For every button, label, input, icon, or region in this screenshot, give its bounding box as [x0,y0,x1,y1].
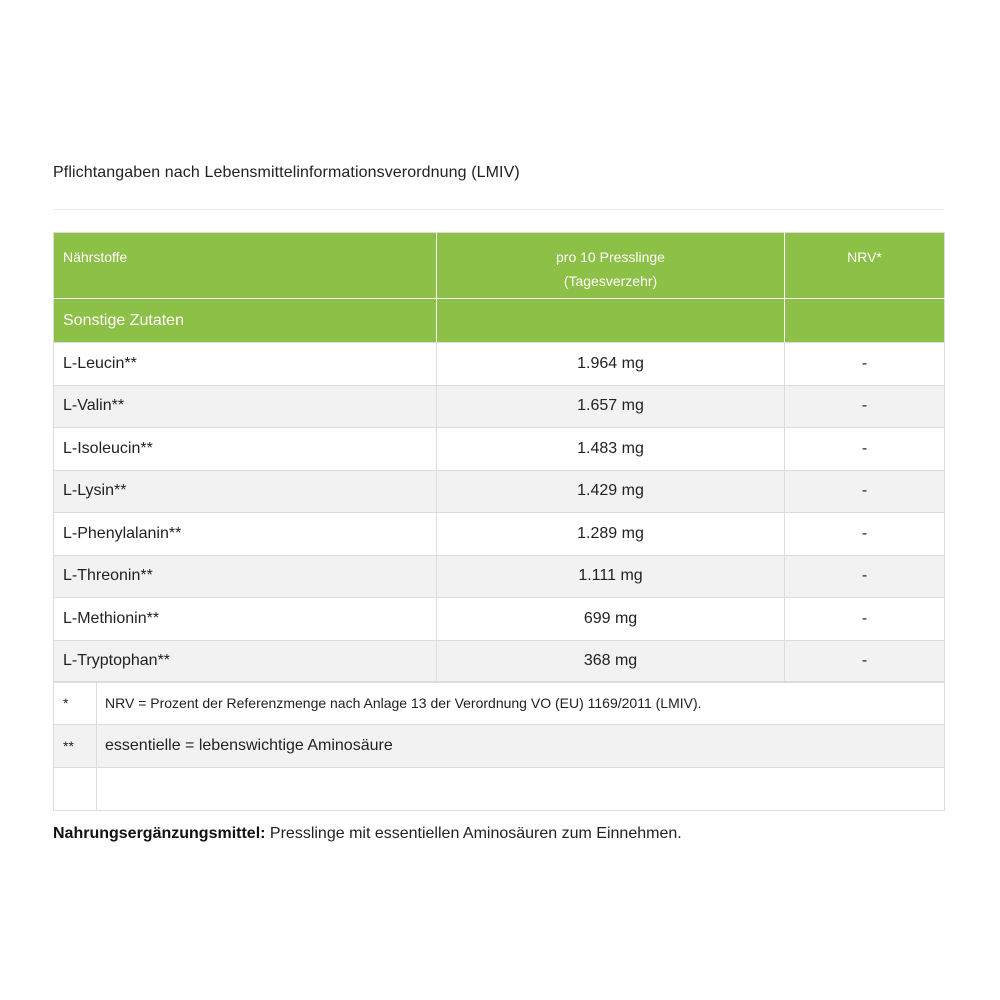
table-row [54,343,945,386]
nutrition-table [53,232,945,683]
nutrient-name: L-Phenylalanin** [54,513,437,556]
nutrient-nrv: - [785,555,945,598]
footnote-row [54,725,945,768]
nutrient-amount: 1.657 mg [437,385,785,428]
nutrient-nrv: - [785,343,945,386]
table-row [54,385,945,428]
section-row [54,299,945,343]
product-type-label: Nahrungsergänzungsmittel: [53,825,266,842]
section-empty-cell [785,299,945,343]
footnote-text: essentielle = lebenswichtige Aminosäure [97,725,945,768]
product-description-text: Presslinge mit essentiellen Aminosäuren zum Einnehmen. [265,825,682,842]
header-amount-line1: pro 10 Presslinge [556,249,665,265]
nutrient-nrv: - [785,640,945,683]
nutrient-name: L-Tryptophan** [54,640,437,683]
nutrient-name: L-Valin** [54,385,437,428]
nutrient-amount: 699 mg [437,598,785,641]
footnote-mark: * [54,682,97,725]
product-description [53,825,682,843]
nutrient-nrv: - [785,598,945,641]
section-label: Sonstige Zutaten [54,299,437,343]
table-header-row [54,233,945,299]
table-row [54,640,945,683]
nutrient-amount: 1.289 mg [437,513,785,556]
nutrient-name: L-Threonin** [54,555,437,598]
header-nrv: NRV* [785,233,945,299]
table-row [54,555,945,598]
table-row [54,598,945,641]
nutrient-amount: 1.483 mg [437,428,785,471]
nutrient-nrv: - [785,385,945,428]
header-naehrstoffe: Nährstoffe [54,233,437,299]
nutrient-amount: 1.429 mg [437,470,785,513]
header-amount-line2: (Tagesverzehr) [563,273,658,289]
nutrient-nrv: - [785,428,945,471]
header-amount [437,233,785,299]
footnote-mark [54,768,97,811]
page-heading: Pflichtangaben nach Lebensmittelinformationsverordnung (LMIV) [53,164,520,181]
section-empty-cell [437,299,785,343]
nutrient-nrv: - [785,470,945,513]
table-row [54,470,945,513]
table-row [54,513,945,556]
divider [53,209,944,210]
footnotes-table [53,681,945,811]
nutrient-name: L-Lysin** [54,470,437,513]
nutrient-name: L-Leucin** [54,343,437,386]
footnote-text [97,768,945,811]
nutrient-nrv: - [785,513,945,556]
footnote-row-empty [54,768,945,811]
nutrient-amount: 1.964 mg [437,343,785,386]
nutrient-amount: 1.111 mg [437,555,785,598]
nutrient-name: L-Methionin** [54,598,437,641]
nutrient-amount: 368 mg [437,640,785,683]
footnote-mark: ** [54,725,97,768]
table-row [54,428,945,471]
nutrient-name: L-Isoleucin** [54,428,437,471]
footnote-row [54,682,945,725]
footnote-text: NRV = Prozent der Referenzmenge nach Anlage 13 der Verordnung VO (EU) 1169/2011 (LMIV). [97,682,945,725]
